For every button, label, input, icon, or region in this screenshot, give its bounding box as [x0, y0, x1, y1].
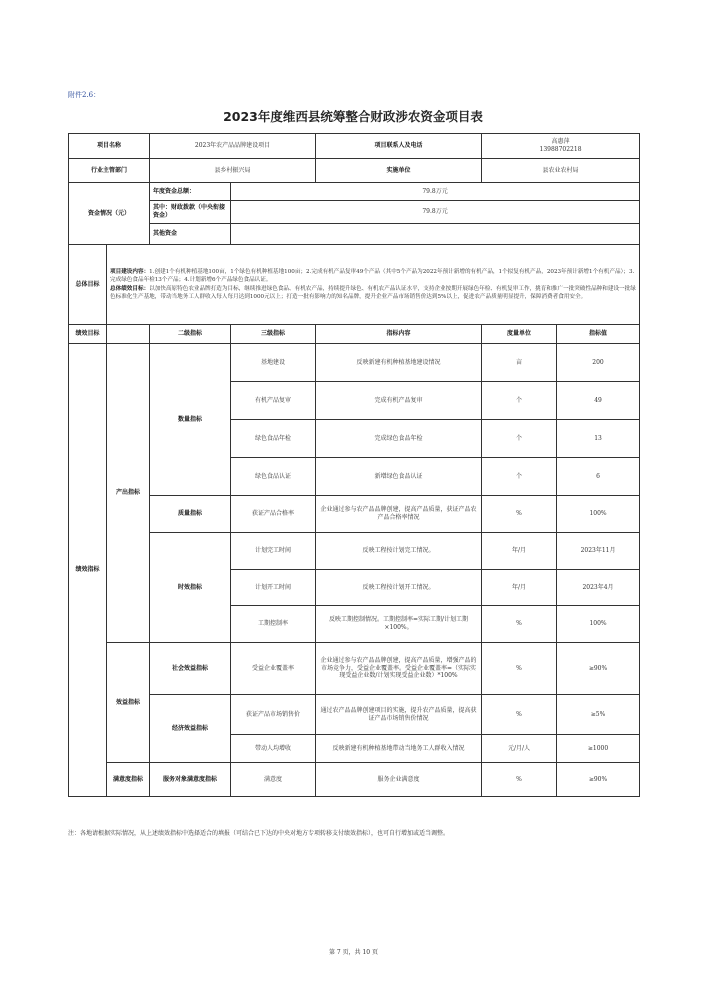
- goal-target-key: 总体绩效目标：: [110, 285, 150, 292]
- output-indicator: 产出指标: [107, 344, 150, 643]
- indicator-content: 完成绿色食品年检: [316, 420, 482, 458]
- contact-label: 项目联系人及电话: [316, 134, 482, 159]
- indicator-content: 反映工程按计划完工情况。: [316, 533, 482, 570]
- indicator-value: ≥90%: [557, 643, 640, 695]
- perf-rowhead: 绩效指标: [69, 344, 107, 797]
- indicator-content: 反映工程按计划开工情况。: [316, 570, 482, 606]
- goal-content-text: 1.创建1个有机种植基地100亩，1个绿色有机种植基地100亩；2.完成有机产品复审49个产品（其中5个产品为2022年预计新增的有机产品，1个拟复有机产品，2023年预计新增1个有机产品）；3.完成绿色食品年检13个产品；4.计划新增6个产品绿色食品认证。: [110, 269, 635, 284]
- header-content: 指标内容: [316, 325, 482, 344]
- indicator-value: ≥1000: [557, 735, 640, 763]
- other-funds-value: [231, 224, 640, 245]
- table-row: [69, 643, 640, 695]
- indicator-name: 带动人均增收: [231, 735, 316, 763]
- indicator-name: 有机产品复审: [231, 382, 316, 420]
- indicator-value: 49: [557, 382, 640, 420]
- table-row: [69, 344, 640, 382]
- quality-indicator: 质量指标: [150, 496, 231, 533]
- indicator-unit: %: [482, 695, 557, 735]
- dept-value: 县乡村振兴局: [150, 159, 316, 183]
- goal-label: 总体目标: [69, 245, 107, 325]
- indicator-unit: 年/月: [482, 570, 557, 606]
- indicator-unit: 个: [482, 420, 557, 458]
- indicator-unit: 元/月/人: [482, 735, 557, 763]
- indicator-unit: %: [482, 606, 557, 643]
- funds-label: 资金情况（元）: [69, 183, 150, 245]
- indicator-name: 工期控制率: [231, 606, 316, 643]
- indicator-value: 100%: [557, 496, 640, 533]
- annual-funds-value: 79.8万元: [231, 183, 640, 201]
- indicator-unit: 年/月: [482, 533, 557, 570]
- page-title: 2023年度维西县统筹整合财政涉农资金项目表: [223, 109, 483, 124]
- attachment-label: 附件2.6：: [68, 91, 101, 99]
- economic-indicator: 经济效益指标: [150, 695, 231, 763]
- indicator-name: 满意度: [231, 763, 316, 797]
- table-row: [69, 496, 640, 533]
- satisfaction-indicator: 满意度指标: [107, 763, 150, 797]
- indicator-content: 企业通过参与农产品品牌创建，提高产品质量，增强产品的市场竞争力，受益企业覆盖率。受益企业覆盖率=（实际实现受益企业数/计划实现受益企业数）*100%: [316, 643, 482, 695]
- table-row: [69, 763, 640, 797]
- project-table: [68, 133, 640, 797]
- fiscal-funds-label: 其中：财政拨款（中央衔接资金）: [150, 201, 231, 224]
- indicator-value: 100%: [557, 606, 640, 643]
- indicator-unit: %: [482, 496, 557, 533]
- indicator-content: 反映新建有机种植基地带动当地务工人群收入情况: [316, 735, 482, 763]
- dept-label: 行业主管部门: [69, 159, 150, 183]
- timeliness-indicator: 时效指标: [150, 533, 231, 643]
- indicator-unit: %: [482, 643, 557, 695]
- social-indicator: 社会效益指标: [150, 643, 231, 695]
- perf-label: 绩效目标: [69, 325, 107, 344]
- header-unit: 度量单位: [482, 325, 557, 344]
- quantity-indicator: 数量指标: [150, 344, 231, 496]
- indicator-content: 服务企业满意度: [316, 763, 482, 797]
- indicator-content: 反映新建有机种植基地建设情况: [316, 344, 482, 382]
- indicator-unit: %: [482, 763, 557, 797]
- indicator-unit: 个: [482, 458, 557, 496]
- indicator-value: 13: [557, 420, 640, 458]
- indicator-name: 获证产品合格率: [231, 496, 316, 533]
- indicator-value: ≥90%: [557, 763, 640, 797]
- indicator-value: 200: [557, 344, 640, 382]
- indicator-name: 计划开工时间: [231, 570, 316, 606]
- indicator-name: 绿色食品年检: [231, 420, 316, 458]
- indicator-value: 6: [557, 458, 640, 496]
- unit-label: 实施单位: [316, 159, 482, 183]
- footnote: 注：各地请根据实际情况，从上述绩效指标中选择适合的填报（可结合已下达的中央对地方专项转移支付绩效指标），也可自行增加或适当调整。: [68, 830, 450, 837]
- page-number: 第 7 页，共 10 页: [328, 949, 379, 956]
- table-row: [69, 533, 640, 570]
- contact-name: 高惠萍: [551, 138, 570, 146]
- indicator-content: 企业通过参与农产品品牌创建，提高产品质量，获证产品农产品合格率情况: [316, 496, 482, 533]
- header-value: 指标值: [557, 325, 640, 344]
- service-satisfaction-indicator: 服务对象满意度指标: [150, 763, 231, 797]
- unit-value: 县农业农村局: [482, 159, 640, 183]
- goal-content-key: 项目建设内容：: [110, 269, 150, 276]
- benefit-indicator: 效益指标: [107, 643, 150, 763]
- indicator-value: 2023年4月: [557, 570, 640, 606]
- indicator-name: 计划完工时间: [231, 533, 316, 570]
- indicator-name: 获证产品市场销售价: [231, 695, 316, 735]
- indicator-name: 受益企业覆盖率: [231, 643, 316, 695]
- indicator-name: 绿色食品认证: [231, 458, 316, 496]
- contact-value: [482, 134, 640, 159]
- indicator-value: ≥5%: [557, 695, 640, 735]
- other-funds-label: 其他资金: [150, 224, 231, 245]
- header-level2: 二级指标: [150, 325, 231, 344]
- indicator-content: 新增绿色食品认证: [316, 458, 482, 496]
- goal-content: [107, 245, 640, 325]
- project-name-label: 项目名称: [69, 134, 150, 159]
- table-row: [69, 695, 640, 735]
- fiscal-funds-value: 79.8万元: [231, 201, 640, 224]
- indicator-content: 完成有机产品复审: [316, 382, 482, 420]
- indicator-unit: 亩: [482, 344, 557, 382]
- goal-target-text: 以加快高原特色农业品牌打造为目标，继续推进绿色食品、有机农产品，持续提升绿色、有机农产品认证水平，支持企业按期开展绿色年检、有机复审工作，挑育和推广一批突破性品种和建设一批绿色标准化生产基地，带动当地务工人群收入每人每月达到1000元以上；打造一批有影响力的知名品牌，提升企业产品市场销售价达到5%以上，促进农产品质量明显提升，保障消费者食用安全。: [110, 285, 636, 300]
- indicator-content: 反映工期控制情况。工期控制率=实际工期/计划工期×100%。: [316, 606, 482, 643]
- indicator-unit: 个: [482, 382, 557, 420]
- project-name-value: 2023年农产品品牌建设项目: [150, 134, 316, 159]
- annual-funds-label: 年度资金总额：: [150, 183, 231, 201]
- contact-phone: 13988702218: [539, 146, 582, 153]
- indicator-name: 基地建设: [231, 344, 316, 382]
- header-level3: 三级指标: [231, 325, 316, 344]
- indicator-content: 通过农产品品牌创建项目的实施，提升农产品质量，提高获证产品市场销售价情况: [316, 695, 482, 735]
- indicator-value: 2023年11月: [557, 533, 640, 570]
